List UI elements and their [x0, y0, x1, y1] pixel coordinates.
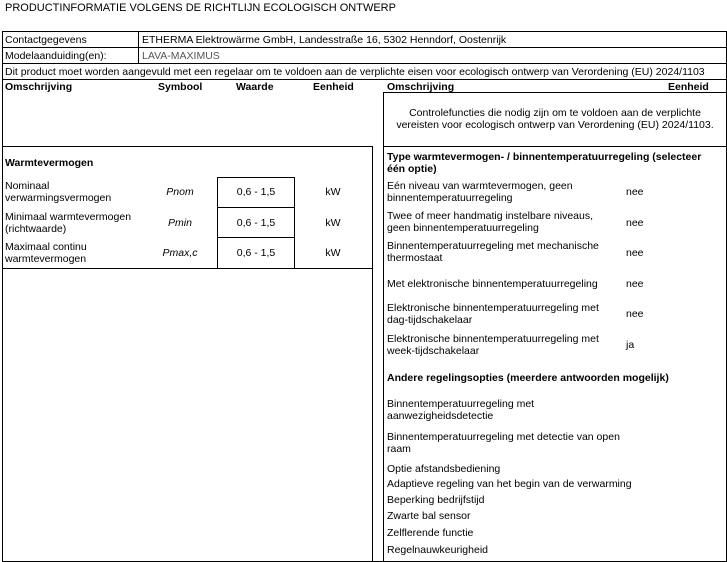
- control-type-description: Met elektronische binnentemperatuurregeling: [387, 278, 598, 290]
- section-title-control-type: Type warmtevermogen- / binnentemperatuurregeling (selecteer één optie): [387, 151, 702, 175]
- heat-row-value: 0,6 - 1,5: [236, 217, 276, 229]
- heat-row-symbol: Pmax,c: [162, 247, 198, 259]
- control-type-value: nee: [626, 186, 644, 198]
- control-functions-intro: Controlefuncties die nodig zijn om te voldoen aan de verplichte vereisten voor ecologisch ontwerp van Verordening (EU) 2024/1103.: [396, 107, 714, 131]
- heat-row-description: Minimaal warmtevermogen (richtwaarde): [5, 211, 132, 235]
- control-type-value: nee: [626, 308, 644, 320]
- divider: [2, 47, 727, 48]
- other-option-row: Binnentemperatuurregeling met detectie van open raam: [387, 431, 620, 455]
- model-value: LAVA-MAXIMUS: [142, 50, 220, 62]
- control-type-value: nee: [626, 217, 644, 229]
- control-type-value: ja: [626, 339, 635, 351]
- control-type-description: Twee of meer handmatig instelbare niveaus, geen binnentemperatuurregeling: [387, 210, 594, 234]
- other-option-row: Zwarte bal sensor: [387, 510, 471, 522]
- divider: [217, 207, 295, 208]
- section-title-heat-output: Warmtevermogen: [5, 157, 94, 169]
- contact-label: Contactgegevens: [5, 34, 87, 46]
- heat-row-value: 0,6 - 1,5: [236, 247, 276, 259]
- heat-row-unit: kW: [325, 186, 341, 198]
- divider: [2, 63, 727, 64]
- control-type-value: nee: [626, 278, 644, 290]
- contact-value: ETHERMA Elektrowärme GmbH, Landesstraße 16, 5302 Henndorf, Oostenrijk: [142, 34, 507, 46]
- heat-row-symbol: Pnom: [166, 186, 194, 198]
- other-option-row: Zelflerende functie: [387, 527, 474, 539]
- other-option-row: Beperking bedrijfstijd: [387, 494, 485, 506]
- heat-row-description: Maximaal continu warmtevermogen: [5, 241, 87, 265]
- document-title: PRODUCTINFORMATIE VOLGENS DE RICHTLIJN ECOLOGISCH ONTWERP: [5, 2, 396, 14]
- left-header-unit: Eenheid: [313, 81, 354, 93]
- heat-row-symbol: Pmin: [168, 217, 192, 229]
- other-option-row: Regelnauwkeurigheid: [387, 544, 488, 556]
- model-label: Modelaanduiding(en):: [5, 50, 107, 62]
- right-header-description: Omschrijving: [387, 81, 455, 93]
- left-header-symbol: Symbool: [158, 81, 203, 93]
- other-option-row: Optie afstandsbediening: [387, 463, 501, 475]
- other-option-row: Binnentemperatuurregeling met aanwezigheidsdetectie: [387, 398, 535, 422]
- heat-row-value: 0,6 - 1,5: [236, 186, 276, 198]
- divider: [138, 31, 139, 63]
- heat-row-unit: kW: [325, 217, 341, 229]
- left-header-description: Omschrijving: [5, 81, 73, 93]
- control-type-description: Eén niveau van warmtevermogen, geen binnentemperatuurregeling: [387, 180, 573, 204]
- regulation-notice: Dit product moet worden aangevuld met een regelaar om te voldoen aan de verplichte eisen voor ecologisch ontwerp van Verordening (EU) 2024/1103: [5, 66, 705, 78]
- heat-row-description: Nominaal verwarmingsvermogen: [5, 180, 112, 204]
- control-type-value: nee: [626, 247, 644, 259]
- other-option-row: Adaptieve regeling van het begin van de verwarming: [387, 478, 632, 490]
- section-title-other-options: Andere regelingsopties (meerdere antwoorden mogelijk): [387, 372, 669, 384]
- divider: [372, 146, 373, 562]
- divider: [383, 146, 727, 147]
- control-type-description: Elektronische binnentemperatuurregeling met dag-tijdschakelaar: [387, 302, 599, 326]
- divider: [2, 146, 373, 147]
- heat-row-unit: kW: [325, 247, 341, 259]
- divider: [217, 237, 295, 238]
- left-header-value: Waarde: [236, 81, 274, 93]
- divider: [2, 268, 373, 269]
- control-type-description: Elektronische binnentemperatuurregeling met week-tijdschakelaar: [387, 333, 599, 357]
- right-header-unit: Eenheid: [668, 81, 709, 93]
- control-type-description: Binnentemperatuurregeling met mechanische thermostaat: [387, 240, 599, 264]
